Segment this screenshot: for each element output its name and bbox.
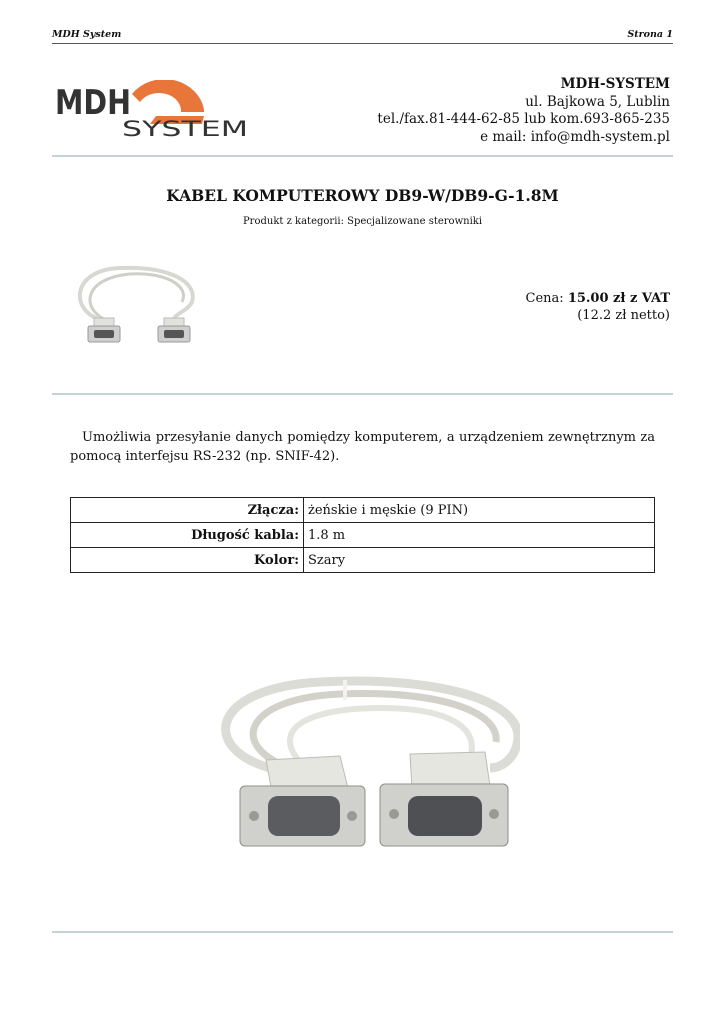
company-name: MDH-SYSTEM	[560, 76, 670, 92]
company-phone: tel./fax.81-444-62-85 lub kom.693-865-235	[377, 111, 670, 127]
price-label: Cena:	[525, 291, 564, 306]
table-row	[71, 523, 655, 548]
spec-value: 1.8 m	[304, 523, 655, 548]
header-page-number: Strona 1	[627, 29, 673, 40]
running-header	[52, 28, 673, 44]
spec-value: żeńskie i męskie (9 PIN)	[304, 498, 655, 523]
price-net: (12.2 zł netto)	[577, 308, 670, 323]
divider	[52, 155, 673, 157]
svg-text:SYSTEM: SYSTEM	[122, 117, 248, 140]
table-row	[71, 548, 655, 573]
table-row	[71, 498, 655, 523]
divider	[52, 393, 673, 395]
price-block	[526, 290, 670, 324]
divider	[52, 931, 673, 933]
header-site-name: MDH System	[52, 29, 122, 40]
specs-table	[70, 497, 655, 573]
company-info	[377, 76, 670, 146]
company-email: e mail: info@mdh-system.pl	[480, 128, 670, 145]
spec-label: Długość kabla:	[71, 523, 304, 548]
mdh-system-logo	[54, 80, 254, 140]
product-thumbnail	[70, 262, 200, 352]
company-address: ul. Bajkowa 5, Lublin	[525, 93, 670, 110]
product-title: KABEL KOMPUTEROWY DB9-W/DB9-G-1.8M	[166, 186, 559, 205]
spec-label: Kolor:	[71, 548, 304, 573]
spec-value: Szary	[304, 548, 655, 573]
product-description: Umożliwia przesyłanie danych pomiędzy komputerem, a urządzeniem zewnętrznym za pomocą interfejsu RS-232 (np. SNIF-42).	[70, 430, 655, 464]
svg-text:MDH: MDH	[55, 83, 131, 123]
spec-label: Złącza:	[71, 498, 304, 523]
product-category: Produkt z kategorii: Specjalizowane sterowniki	[242, 216, 483, 227]
price-gross: 15.00 zł z VAT	[567, 291, 670, 306]
product-photo	[200, 668, 520, 858]
